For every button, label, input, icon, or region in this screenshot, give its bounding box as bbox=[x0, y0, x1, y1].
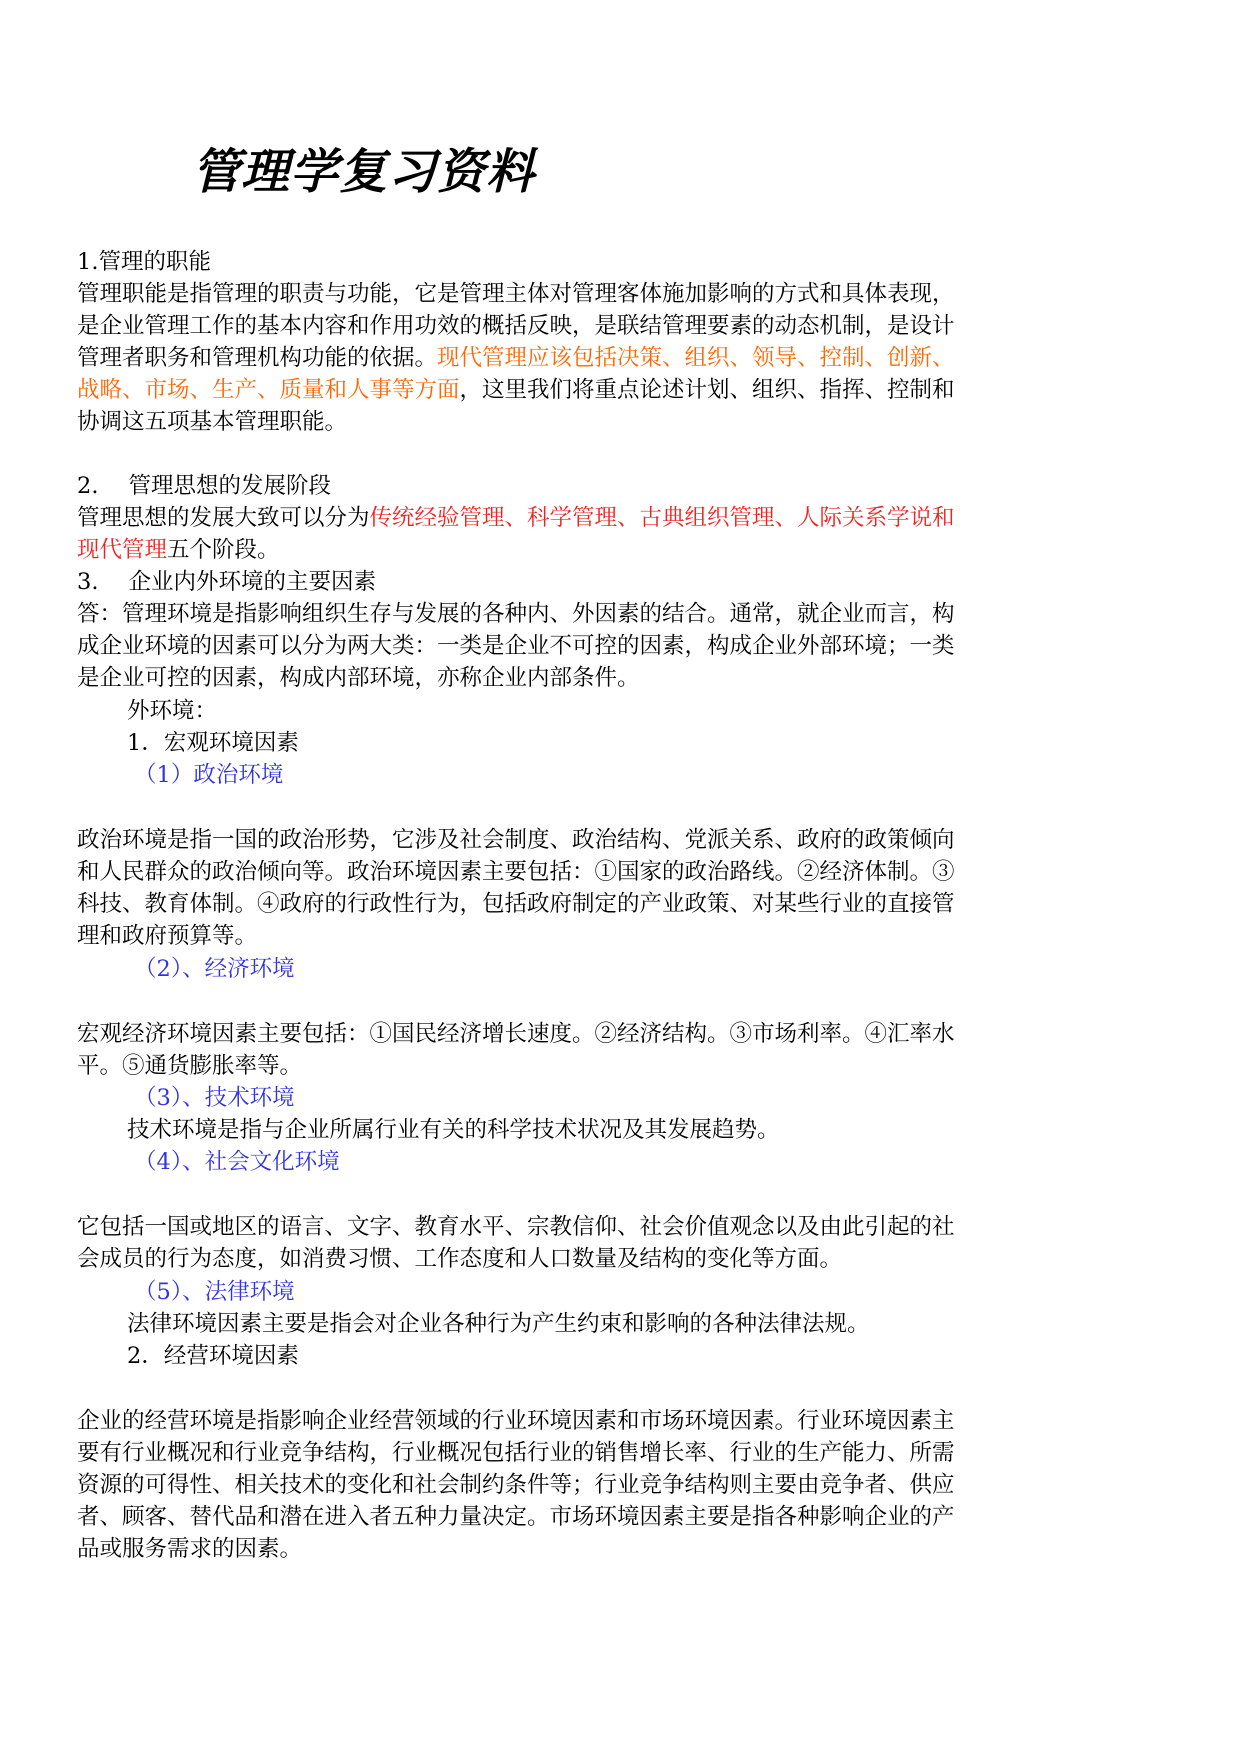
s2-number: 2. bbox=[77, 473, 99, 499]
business-line-5: 品或服务需求的因素。 bbox=[77, 1536, 303, 1562]
social-culture-environment-label: （4）、社会文化环境 bbox=[134, 1149, 340, 1175]
business-environment-heading: 2．经营环境因素 bbox=[127, 1343, 299, 1369]
business-line-3: 资源的可得性、相关技术的变化和社会制约条件等；行业竞争结构则主要由竞争者、供应 bbox=[77, 1472, 955, 1498]
section-3-heading bbox=[77, 566, 376, 598]
economic-line-2: 平。⑤通货膨胀率等。 bbox=[77, 1053, 303, 1079]
s3-heading-text: 企业内外环境的主要因素 bbox=[128, 569, 376, 595]
economic-line-1: 宏观经济环境因素主要包括：①国民经济增长速度。②经济结构。③市场利率。④汇率水 bbox=[77, 1021, 955, 1047]
technology-line-1: 技术环境是指与企业所属行业有关的科学技术状况及其发展趋势。 bbox=[127, 1117, 780, 1143]
s2-line-2 bbox=[77, 534, 280, 566]
legal-line-1: 法律环境因素主要是指会对企业各种行为产生约束和影响的各种法律法规。 bbox=[127, 1311, 870, 1337]
s1-line-3-text: 管理者职务和管理机构功能的依据。 bbox=[77, 345, 438, 371]
document-title: 管理学复习资料 bbox=[192, 144, 536, 200]
s1-line-4 bbox=[77, 374, 955, 406]
legal-environment-label: （5）、法律环境 bbox=[134, 1279, 295, 1305]
s1-line-4-text: ，这里我们将重点论述计划、组织、指挥、控制和 bbox=[459, 377, 955, 403]
s1-line-5: 协调这五项基本管理职能。 bbox=[77, 409, 348, 435]
political-line-4: 理和政府预算等。 bbox=[77, 923, 258, 949]
business-line-2: 要有行业概况和行业竞争结构，行业概况包括行业的销售增长率、行业的生产能力、所需 bbox=[77, 1440, 955, 1466]
macro-environment-heading: 1．宏观环境因素 bbox=[127, 730, 299, 756]
political-line-3: 科技、教育体制。④政府的行政性行为，包括政府制定的产业政策、对某些行业的直接管 bbox=[77, 891, 955, 917]
business-line-4: 者、顾客、替代品和潜在进入者五种力量决定。市场环境因素主要是指各种影响企业的产 bbox=[77, 1504, 955, 1530]
s2-line-1-text: 管理思想的发展大致可以分为 bbox=[77, 505, 370, 531]
section-1-heading: 1.管理的职能 bbox=[77, 249, 211, 275]
technology-environment-label: （3）、技术环境 bbox=[134, 1085, 295, 1111]
political-line-2: 和人民群众的政治倾向等。政治环境因素主要包括：①国家的政治路线。②经济体制。③ bbox=[77, 859, 955, 885]
social-line-1: 它包括一国或地区的语言、文字、教育水平、宗教信仰、社会价值观念以及由此引起的社 bbox=[77, 1214, 955, 1240]
economic-environment-label: （2）、经济环境 bbox=[134, 956, 295, 982]
s2-line-2-text: 五个阶段。 bbox=[167, 537, 280, 563]
s1-line-3 bbox=[77, 342, 955, 374]
business-line-1: 企业的经营环境是指影响企业经营领域的行业环境因素和市场环境因素。行业环境因素主 bbox=[77, 1408, 955, 1434]
political-line-1: 政治环境是指一国的政治形势，它涉及社会制度、政治结构、党派关系、政府的政策倾向 bbox=[77, 827, 955, 853]
s1-line-2: 是企业管理工作的基本内容和作用功效的概括反映，是联结管理要素的动态机制，是设计 bbox=[77, 313, 955, 339]
s1-highlight-a: 现代管理应该包括决策、组织、领导、控制、创新、 bbox=[437, 345, 955, 371]
s3-line-2: 成企业环境的因素可以分为两大类：一类是企业不可控的因素，构成企业外部环境；一类 bbox=[77, 633, 955, 659]
s1-line-1: 管理职能是指管理的职责与功能，它是管理主体对管理客体施加影响的方式和具体表现， bbox=[77, 281, 955, 307]
political-environment-label: （1）政治环境 bbox=[134, 762, 284, 788]
s1-highlight-b: 战略、市场、生产、质量和人事等方面 bbox=[77, 377, 460, 403]
s3-number: 3. bbox=[77, 569, 99, 595]
s2-highlight-b: 现代管理 bbox=[77, 537, 168, 563]
s3-line-3: 是企业可控的因素，构成内部环境，亦称企业内部条件。 bbox=[77, 665, 640, 691]
section-2-heading bbox=[77, 470, 331, 502]
s2-heading-text: 管理思想的发展阶段 bbox=[128, 473, 331, 499]
s2-highlight-a: 传统经验管理、科学管理、古典组织管理、人际关系学说和 bbox=[369, 505, 955, 531]
social-line-2: 会成员的行为态度，如消费习惯、工作态度和人口数量及结构的变化等方面。 bbox=[77, 1246, 843, 1272]
outer-environment-label: 外环境： bbox=[127, 698, 218, 724]
s3-line-1: 答：管理环境是指影响组织生存与发展的各种内、外因素的结合。通常，就企业而言，构 bbox=[77, 601, 955, 627]
s2-line-1 bbox=[77, 502, 955, 534]
